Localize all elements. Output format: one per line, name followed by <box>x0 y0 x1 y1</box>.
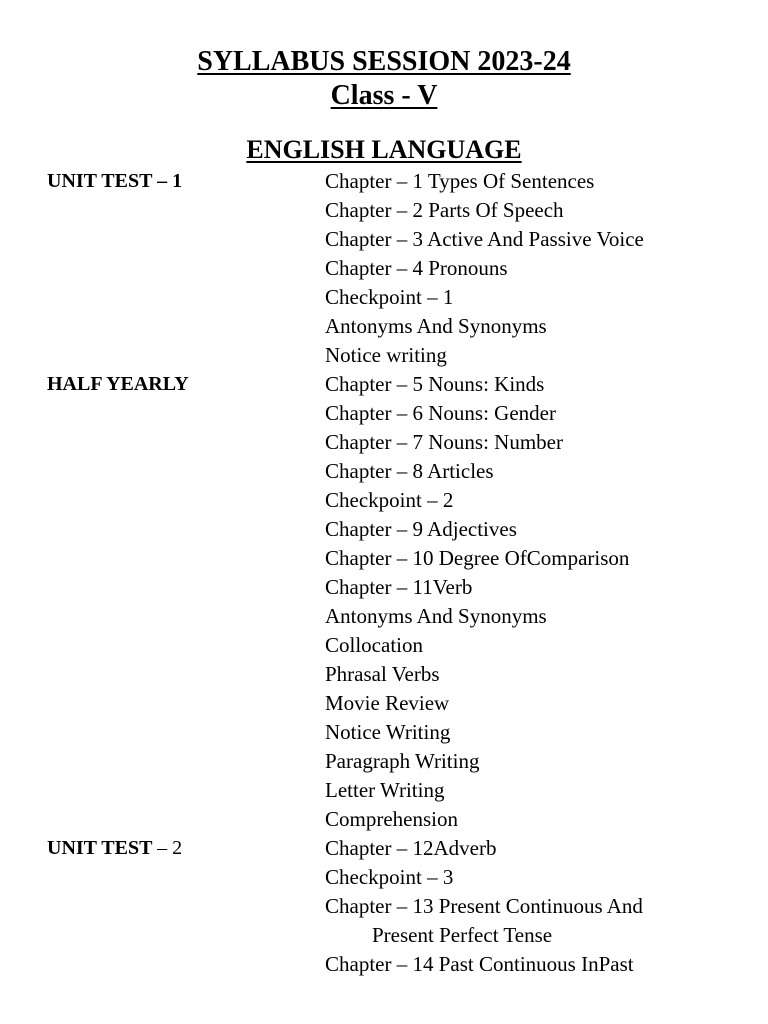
syllabus-item: Movie Review <box>325 691 450 715</box>
syllabus-row <box>0 254 768 283</box>
syllabus-row <box>0 341 768 370</box>
syllabus-item: Antonyms And Synonyms <box>325 314 547 338</box>
syllabus-item: Comprehension <box>325 807 458 831</box>
syllabus-item: Checkpoint – 1 <box>325 285 454 309</box>
syllabus-item: Chapter – 9 Adjectives <box>325 517 517 541</box>
syllabus-item: Chapter – 14 Past Continuous InPast <box>325 952 634 976</box>
syllabus-item: Checkpoint – 3 <box>325 865 454 889</box>
syllabus-item: Chapter – 11Verb <box>325 575 473 599</box>
syllabus-row <box>0 602 768 631</box>
syllabus-item: Chapter – 2 Parts Of Speech <box>325 198 564 222</box>
syllabus-row <box>0 544 768 573</box>
syllabus-row <box>0 370 768 399</box>
syllabus-list <box>0 167 768 979</box>
syllabus-item: Antonyms And Synonyms <box>325 604 547 628</box>
section-label-text: HALF YEARLY <box>47 373 189 395</box>
syllabus-row <box>0 225 768 254</box>
syllabus-row <box>0 689 768 718</box>
syllabus-item: Chapter – 6 Nouns: Gender <box>325 401 556 425</box>
syllabus-item: Chapter – 5 Nouns: Kinds <box>325 372 545 396</box>
syllabus-item: Notice Writing <box>325 720 451 744</box>
syllabus-row <box>0 312 768 341</box>
section-label <box>47 370 189 399</box>
section-label <box>47 834 182 863</box>
syllabus-row <box>0 776 768 805</box>
syllabus-row <box>0 863 768 892</box>
syllabus-row <box>0 747 768 776</box>
syllabus-item: Paragraph Writing <box>325 749 480 773</box>
syllabus-row <box>0 196 768 225</box>
syllabus-row <box>0 515 768 544</box>
syllabus-row <box>0 805 768 834</box>
syllabus-item: Chapter – 1 Types Of Sentences <box>325 169 595 193</box>
syllabus-row <box>0 950 768 979</box>
subject-heading: ENGLISH LANGUAGE <box>246 135 522 164</box>
section-label-number: – 2 <box>157 837 183 859</box>
syllabus-item: Chapter – 10 Degree OfComparison <box>325 546 630 570</box>
syllabus-item: Chapter – 7 Nouns: Number <box>325 430 563 454</box>
syllabus-row <box>0 921 768 950</box>
syllabus-item: Letter Writing <box>325 778 445 802</box>
syllabus-row <box>0 283 768 312</box>
syllabus-item: Chapter – 4 Pronouns <box>325 256 508 280</box>
syllabus-item: Chapter – 8 Articles <box>325 459 494 483</box>
syllabus-row <box>0 834 768 863</box>
syllabus-row <box>0 486 768 515</box>
syllabus-item: Present Perfect Tense <box>372 923 553 947</box>
syllabus-item: Chapter – 13 Present Continuous And <box>325 894 643 918</box>
class-label: Class - V <box>330 80 438 111</box>
syllabus-item: Chapter – 12Adverb <box>325 836 497 860</box>
syllabus-item: Notice writing <box>325 343 447 367</box>
page-title: SYLLABUS SESSION 2023-24 <box>197 46 571 77</box>
section-label-text: UNIT TEST <box>47 837 158 859</box>
syllabus-row <box>0 631 768 660</box>
syllabus-item: Collocation <box>325 633 423 657</box>
syllabus-item: Phrasal Verbs <box>325 662 440 686</box>
syllabus-row <box>0 660 768 689</box>
section-label-text: UNIT TEST – 1 <box>47 170 183 192</box>
syllabus-item: Checkpoint – 2 <box>325 488 454 512</box>
syllabus-row <box>0 399 768 428</box>
syllabus-item: Chapter – 3 Active And Passive Voice <box>325 227 644 251</box>
syllabus-row <box>0 892 768 921</box>
section-label <box>47 167 182 196</box>
syllabus-row <box>0 457 768 486</box>
syllabus-row <box>0 428 768 457</box>
syllabus-row <box>0 718 768 747</box>
syllabus-row <box>0 167 768 196</box>
syllabus-row <box>0 573 768 602</box>
